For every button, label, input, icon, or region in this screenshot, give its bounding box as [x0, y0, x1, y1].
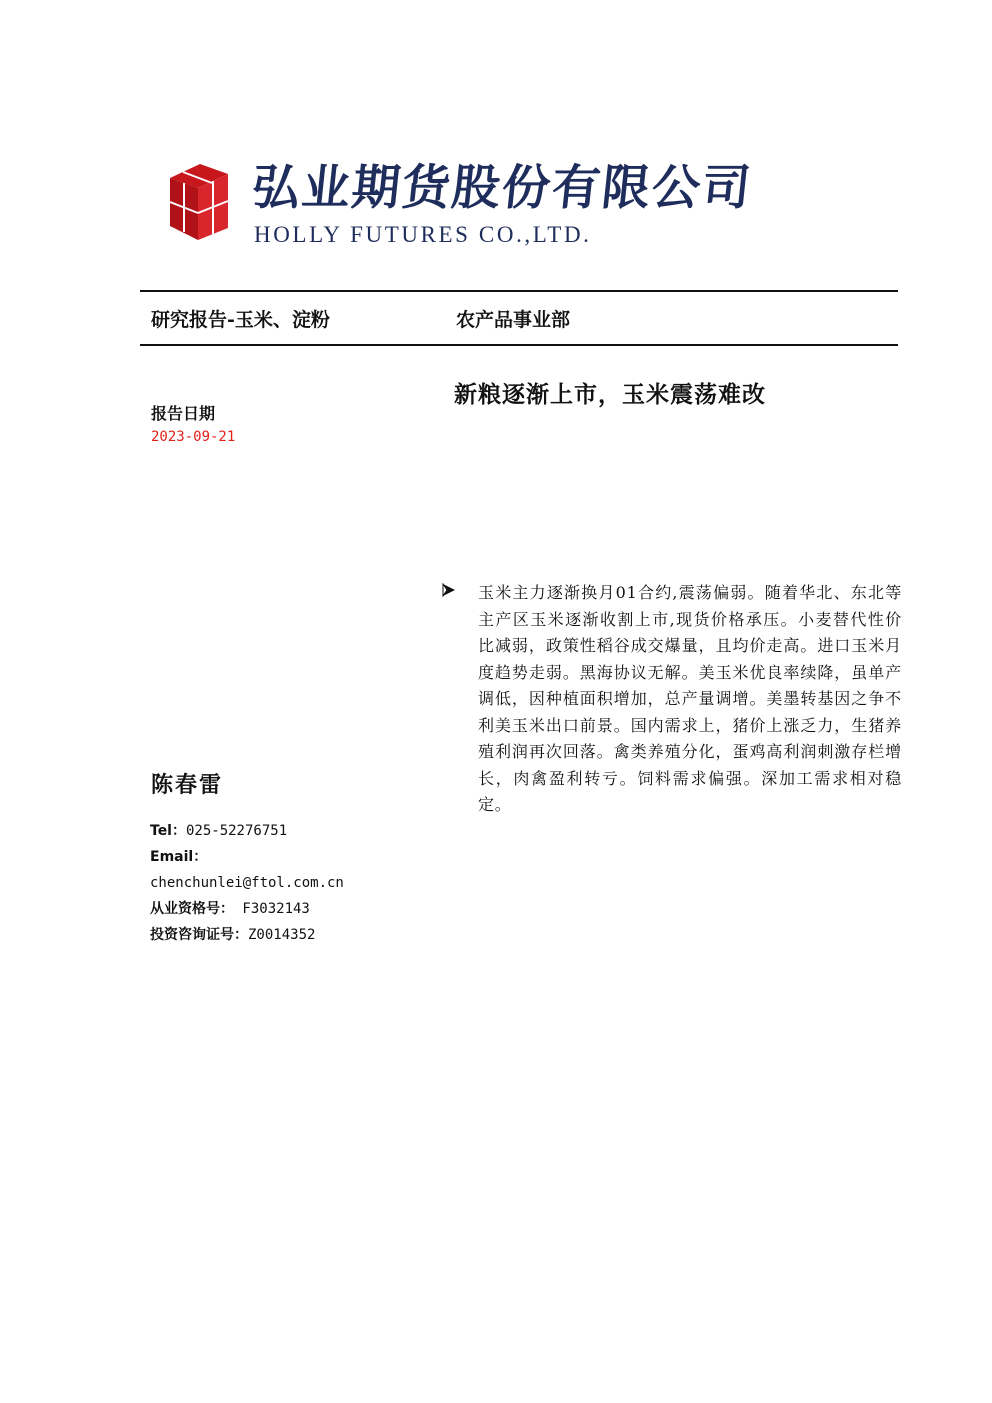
- analyst-tel: [150, 821, 287, 841]
- email-label: Email：: [150, 849, 208, 865]
- analyst-email-label-row: [150, 847, 207, 867]
- department: 农产品事业部: [456, 309, 571, 331]
- tel-value: 025-52276751: [185, 823, 288, 839]
- report-date-label: 报告日期: [151, 404, 216, 423]
- report-type: 研究报告-玉米、淀粉: [151, 309, 330, 331]
- cert-label: 投资咨询证号：: [150, 927, 248, 943]
- header-top-rule: [140, 290, 898, 292]
- company-logo-icon: [166, 160, 232, 244]
- analyst-license: [150, 899, 310, 919]
- header-bottom-rule: [140, 344, 898, 346]
- summary-text: 玉米主力逐渐换月01合约,震荡偏弱。随着华北、东北等主产区玉米逐渐收割上市,现货价格承压。小麦替代性价比减弱，政策性稻谷成交爆量，且均价走高。进口玉米月度趋势走弱。黑海协议无解。美玉米优良率续降，虽单产调低，因种植面积增加，总产量调增。美墨转基因之争不利美玉米出口前景。国内需求上，猪价上涨乏力，生猪养殖利润再次回落。禽类养殖分化，蛋鸡高利润刺激存栏增长，肉禽盈利转亏。饲料需求偏强。深加工需求相对稳定。: [478, 583, 902, 814]
- tel-label: Tel：: [150, 823, 186, 839]
- cert-value: Z0014352: [248, 927, 316, 943]
- license-label: 从业资格号：: [150, 901, 234, 917]
- analyst-cert: [150, 925, 315, 945]
- analyst-email-row: [150, 873, 344, 893]
- arrow-bullet-icon: [442, 583, 456, 597]
- company-name-en: HOLLY FUTURES CO.,LTD.: [254, 222, 592, 247]
- report-date-value: 2023-09-21: [151, 429, 236, 445]
- license-value: F3032143: [234, 901, 310, 917]
- analyst-name: 陈春雷: [151, 772, 224, 798]
- email-value[interactable]: chenchunlei@ftol.com.cn: [150, 875, 344, 891]
- company-name-cn: 弘业期货股份有限公司: [249, 160, 755, 216]
- report-headline: 新粮逐渐上市，玉米震荡难改: [454, 381, 766, 408]
